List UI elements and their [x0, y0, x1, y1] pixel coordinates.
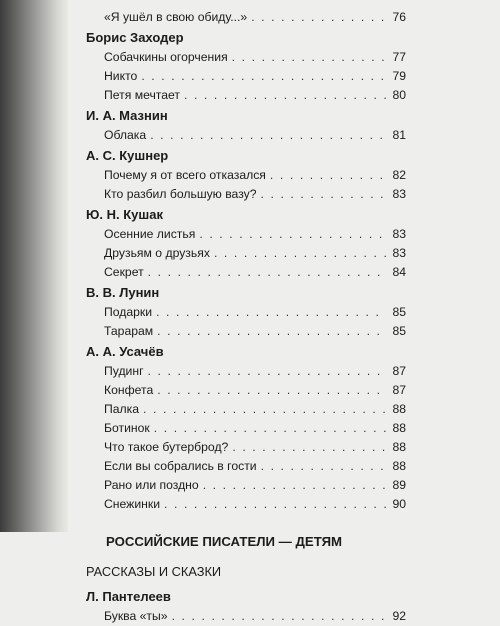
toc-entry [86, 166, 406, 185]
toc-entry-page: 90 [392, 497, 406, 511]
toc-entry-page: 87 [392, 383, 406, 397]
dot-leader [270, 166, 386, 185]
toc-entry [86, 8, 406, 27]
dot-leader [172, 607, 386, 626]
toc-entry-page: 84 [392, 265, 406, 279]
dot-leader [148, 362, 386, 381]
dot-leader [157, 322, 386, 341]
page-binding-shadow [0, 0, 68, 532]
author-list [86, 27, 406, 514]
toc-entry-title: Облака [104, 128, 147, 142]
toc-entry-title: Что такое бутерброд? [104, 440, 229, 454]
toc-entry [86, 381, 406, 400]
toc-entry-title: Почему я от всего отказался [104, 168, 266, 182]
toc-entry-page: 87 [392, 364, 406, 378]
section-subtitle: РАССКАЗЫ И СКАЗКИ [86, 564, 222, 579]
dot-leader [214, 244, 386, 263]
toc-entry-page: 88 [392, 440, 406, 454]
section-author-list [86, 586, 406, 626]
toc-entry-page: 88 [392, 402, 406, 416]
toc-entry-page: 76 [392, 10, 406, 24]
toc-entry [86, 48, 406, 67]
toc-entry-title: Пудинг [104, 364, 144, 378]
toc-entry [86, 457, 406, 476]
toc-entry-page: 82 [392, 168, 406, 182]
dot-leader [232, 438, 386, 457]
toc-entry-title: Секрет [104, 265, 144, 279]
dot-leader [232, 48, 386, 67]
toc-entry-title: Подарки [104, 305, 153, 319]
dot-leader [261, 185, 386, 204]
toc-entry [86, 225, 406, 244]
toc-entry [86, 400, 406, 419]
toc-entry [86, 362, 406, 381]
dot-leader [164, 495, 386, 514]
toc-entry-title: Буква «ты» [104, 609, 168, 623]
dot-leader [141, 67, 386, 86]
dot-leader [150, 126, 386, 145]
toc-entry [86, 126, 406, 145]
toc-entry-page: 83 [392, 187, 406, 201]
author-name: В. В. Лунин [86, 285, 160, 300]
toc-entry-title: Друзьям о друзьях [104, 246, 210, 260]
dot-leader [154, 419, 386, 438]
author-name: И. А. Мазнин [86, 108, 168, 123]
toc-entry-title: Осенние листья [104, 227, 196, 241]
table-of-contents [86, 8, 406, 626]
toc-entry-title: Петя мечтает [104, 88, 180, 102]
toc-entry-page: 92 [392, 609, 406, 623]
section-title: РОССИЙСКИЕ ПИСАТЕЛИ — ДЕТЯМ [106, 534, 343, 549]
toc-entry-page: 80 [392, 88, 406, 102]
dot-leader [261, 457, 386, 476]
dot-leader [156, 303, 386, 322]
toc-entry [86, 263, 406, 282]
toc-entry [86, 419, 406, 438]
dot-leader [157, 381, 386, 400]
dot-leader [203, 476, 386, 495]
toc-entry-title: Снежинки [104, 497, 161, 511]
author-name: Борис Заходер [86, 30, 184, 45]
toc-entry-page: 79 [392, 69, 406, 83]
dot-leader [184, 86, 386, 105]
toc-entry [86, 607, 406, 626]
author-name: А. А. Усачёв [86, 344, 164, 359]
toc-entry [86, 495, 406, 514]
dot-leader [199, 225, 386, 244]
toc-entry-title: Конфета [104, 383, 154, 397]
toc-entry [86, 185, 406, 204]
toc-entry-title: Ботинок [104, 421, 150, 435]
author-name: Л. Пантелеев [86, 589, 171, 604]
author-name: Ю. Н. Кушак [86, 207, 163, 222]
toc-entry [86, 244, 406, 263]
toc-entry-page: 83 [392, 227, 406, 241]
dot-leader [148, 263, 386, 282]
toc-entry-page: 77 [392, 50, 406, 64]
toc-entry-title: Тарарам [104, 324, 154, 338]
toc-entry [86, 67, 406, 86]
toc-entry-title: Рано или поздно [104, 478, 199, 492]
toc-entry-page: 85 [392, 305, 406, 319]
toc-entry [86, 322, 406, 341]
toc-entry-title: «Я ушёл в свою обиду...» [104, 10, 248, 24]
toc-entry-page: 81 [392, 128, 406, 142]
toc-entry-title: Никто [104, 69, 138, 83]
dot-leader [251, 8, 386, 27]
toc-entry-page: 88 [392, 421, 406, 435]
toc-entry-title: Если вы собрались в гости [104, 459, 257, 473]
dot-leader [143, 400, 386, 419]
toc-entry-page: 85 [392, 324, 406, 338]
toc-entry [86, 476, 406, 495]
toc-entry [86, 86, 406, 105]
toc-entry-title: Кто разбил большую вазу? [104, 187, 257, 201]
toc-entry-page: 83 [392, 246, 406, 260]
toc-entry [86, 438, 406, 457]
author-name: А. С. Кушнер [86, 148, 169, 163]
toc-entry-title: Палка [104, 402, 140, 416]
toc-entry [86, 303, 406, 322]
toc-entry-title: Собачкины огорчения [104, 50, 228, 64]
toc-entry-page: 89 [392, 478, 406, 492]
toc-entry-page: 88 [392, 459, 406, 473]
